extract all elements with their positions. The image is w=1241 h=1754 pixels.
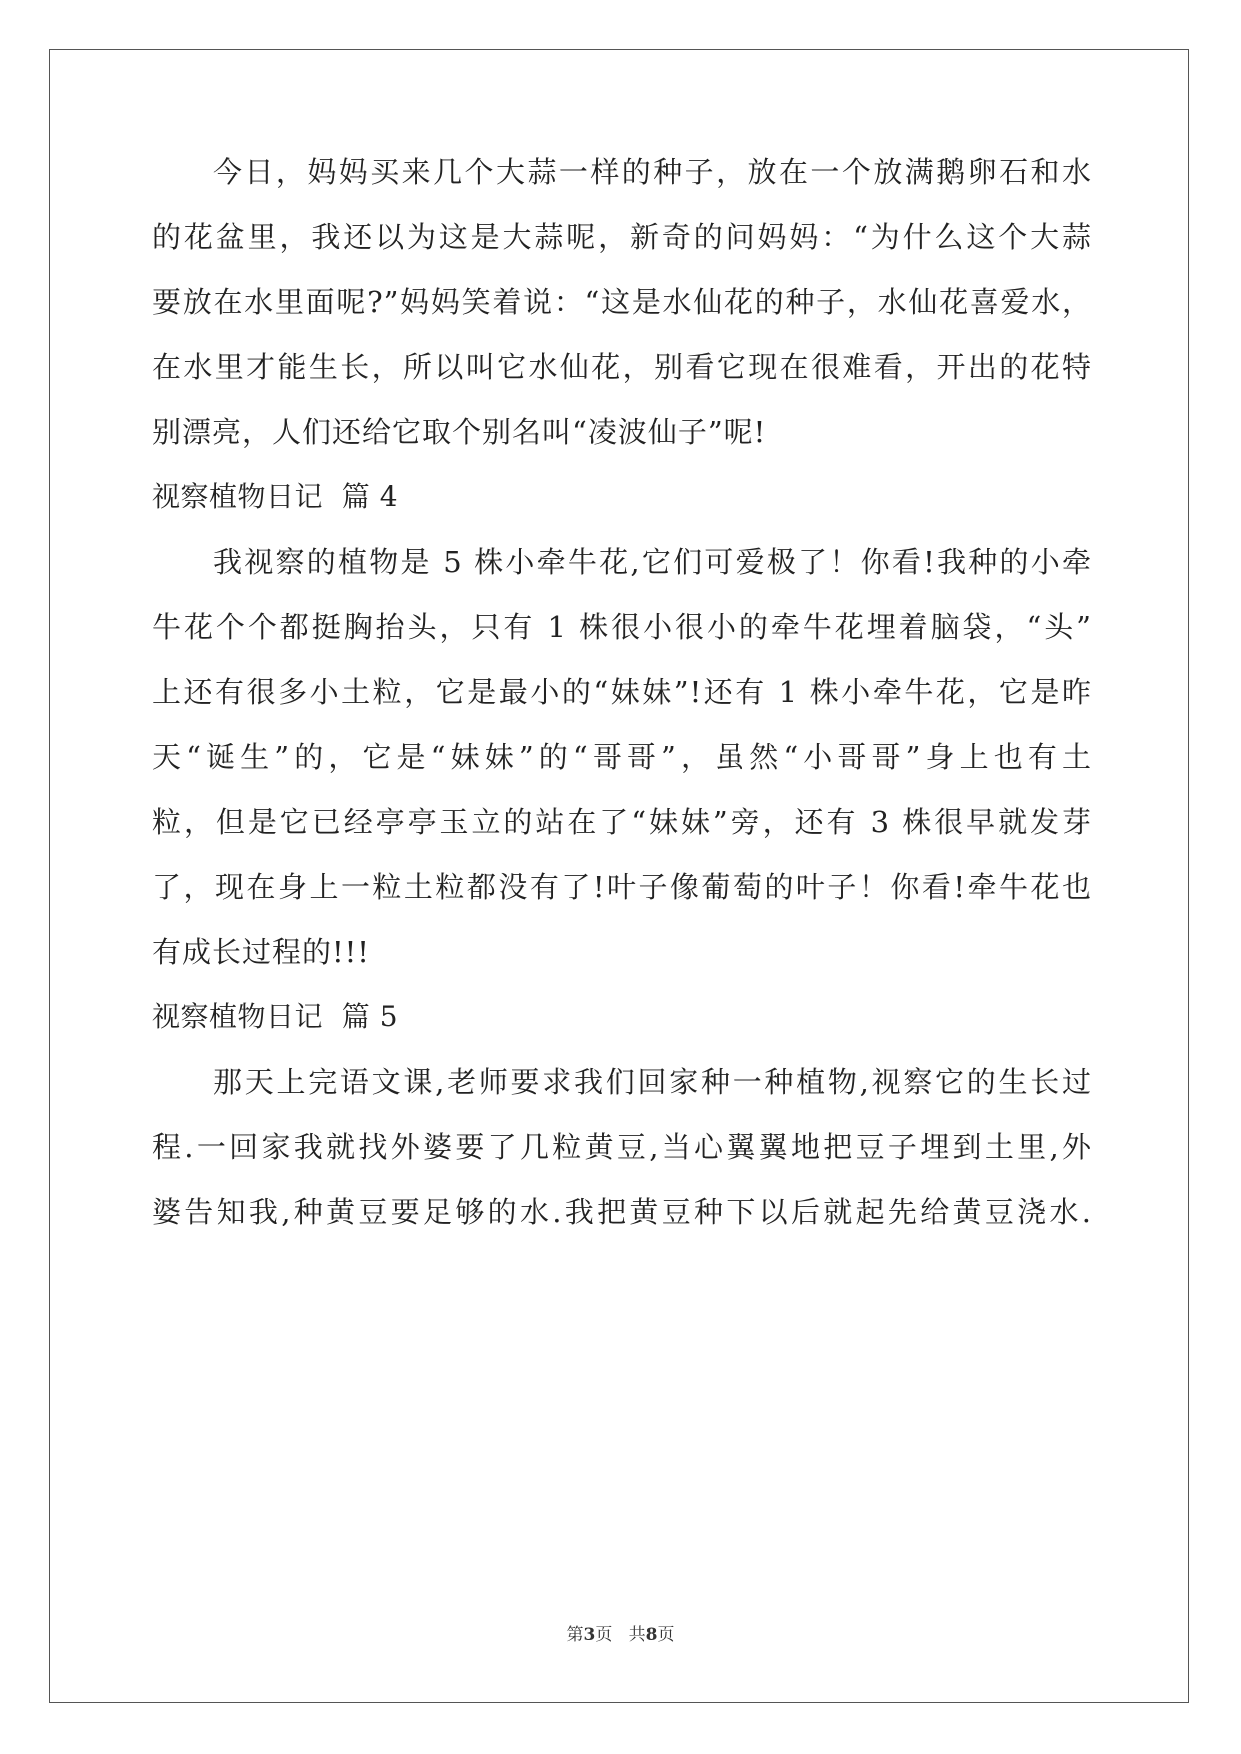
paragraph-line: 别漂亮，人们还给它取个别名叫“凌波仙子”呢! [152,415,767,449]
section-heading: 视察植物日记 篇 4 [152,480,399,513]
paragraph-line: 粒，但是它已经亭亭玉立的站在了“妹妹”旁，还有 3 株很早就发芽 [152,805,1092,839]
footer-total-pages: 8 [645,1625,658,1645]
paragraph-line: 程.一回家我就找外婆要了几粒黄豆,当心翼翼地把豆子埋到土里,外 [152,1130,1092,1164]
footer-prefix: 第 [566,1625,584,1645]
page-footer [0,1620,1241,1645]
paragraph-line: 在水里才能生长，所以叫它水仙花，别看它现在很难看，开出的花特 [152,350,1092,384]
paragraph-line: 天“诞生”的，它是“妹妹”的“哥哥”，虽然“小哥哥”身上也有土 [152,740,1092,774]
footer-suffix: 页 [657,1625,675,1645]
paragraph-line: 今日，妈妈买来几个大蒜一样的种子，放在一个放满鹅卵石和水 [213,155,1092,189]
footer-page-number: 3 [583,1625,596,1645]
paragraph-line: 要放在水里面呢?”妈妈笑着说：“这是水仙花的种子，水仙花喜爱水， [152,285,1092,319]
paragraph-line: 了，现在身上一粒土粒都没有了!叶子像葡萄的叶子！你看!牵牛花也 [152,870,1092,904]
footer-mid: 页 共 [595,1625,646,1645]
paragraph-line: 牛花个个都挺胸抬头，只有 1 株很小很小的牵牛花埋着脑袋，“头” [152,610,1092,644]
paragraph-line: 那天上完语文课,老师要求我们回家种一种植物,视察它的生长过 [213,1065,1092,1099]
paragraph-line: 上还有很多小土粒，它是最小的“妹妹”!还有 1 株小牵牛花，它是昨 [152,675,1092,709]
section-heading: 视察植物日记 篇 5 [152,1000,399,1033]
paragraph-line: 的花盆里，我还以为这是大蒜呢，新奇的问妈妈：“为什么这个大蒜 [152,220,1092,254]
paragraph-line: 我视察的植物是 5 株小牵牛花,它们可爱极了！你看!我种的小牵 [213,545,1092,579]
paragraph-line: 婆告知我,种黄豆要足够的水.我把黄豆种下以后就起先给黄豆浇水. [152,1195,1092,1229]
paragraph-line: 有成长过程的!!! [152,935,370,969]
